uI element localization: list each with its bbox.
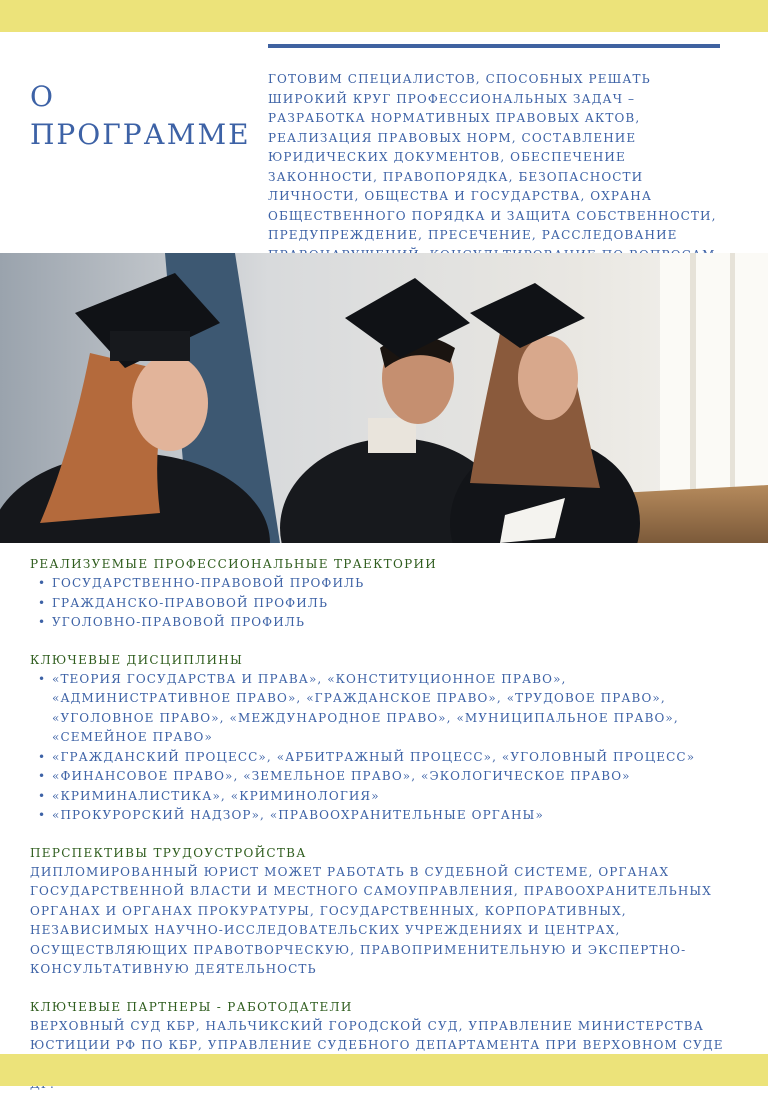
- disciplines-list: [30, 670, 730, 826]
- intro-paragraph: ГОТОВИМ СПЕЦИАЛИСТОВ, СПОСОБНЫХ РЕШАТЬ ШИРОКИЙ КРУГ ПРОФЕССИОНАЛЬНЫХ ЗАДАЧ – РАЗРАБОТКА НОРМАТИВНЫХ ПРАВОВЫХ АКТОВ, РЕАЛИЗАЦИЯ ПРАВОВЫХ НОРМ, СОСТАВЛЕНИЕ ЮРИДИЧЕСКИХ ДОКУМЕНТОВ, ОБЕСПЕЧЕНИЕ ЗАКОННОСТИ, ПРАВОПОРЯДКА, БЕЗОПАСНОСТИ ЛИЧНОСТИ, ОБЩЕСТВА И ГОСУДАРСТВА, ОХРАНА ОБЩЕСТВЕННОГО ПОРЯДКА И ЗАЩИТА СОБСТВЕННОСТИ, ПРЕДУПРЕЖДЕНИЕ, ПРЕСЕЧЕНИЕ, РАССЛЕДОВАНИЕ: [268, 72, 717, 242]
- disciplines-heading: КЛЮЧЕВЫЕ ДИСЦИПЛИНЫ: [30, 652, 244, 667]
- header-rule: [268, 44, 720, 48]
- top-yellow-band: [0, 0, 768, 32]
- list-item: • ГОСУДАРСТВЕННО-ПРАВОВОЙ ПРОФИЛЬ: [38, 574, 730, 594]
- trajectories-list: [30, 574, 730, 633]
- list-item: • «ГРАЖДАНСКИЙ ПРОЦЕСС», «АРБИТРАЖНЫЙ ПРОЦЕСС», «УГОЛОВНЫЙ ПРОЦЕСС»: [38, 748, 730, 768]
- page-title: [30, 78, 250, 154]
- list-item: • «КРИМИНАЛИСТИКА», «КРИМИНОЛОГИЯ»: [38, 787, 730, 807]
- trajectories-heading: РЕАЛИЗУЕМЫЕ ПРОФЕССИОНАЛЬНЫЕ ТРАЕКТОРИИ: [30, 557, 437, 571]
- employment-paragraph: ДИПЛОМИРОВАННЫЙ ЮРИСТ МОЖЕТ РАБОТАТЬ В СУДЕБНОЙ СИСТЕМЕ, ОРГАНАХ ГОСУДАРСТВЕННОЙ ВЛАСТИ И МЕСТНОГО САМОУПРАВЛЕНИЯ, ПРАВООХРАНИТЕЛЬНЫХ ОРГАНАХ И ОРГАНАХ ПРОКУРАТУРЫ, ГОСУДАРСТВЕННЫХ, КОРПОРАТИВНЫХ, НЕЗАВИСИМЫХ НАУЧНО-ИССЛЕДОВАТЕЛЬСКИХ УЧРЕЖДЕНИЯХ И ЦЕНТРАХ, ОСУЩЕСТВЛЯЮЩИХ ПРАВОТВОРЧЕСКУЮ, ПРАВОПРИМЕНИТЕЛЬНУЮ И ЭКСПЕРТНО-КОНСУЛЬТАТИВНУЮ ДЕЯТЕЛЬНОСТЬ: [30, 864, 712, 976]
- employment-heading: ПЕРСПЕКТИВЫ ТРУДОУСТРОЙСТВА: [30, 845, 307, 860]
- partners-paragraph: ВЕРХОВНЫЙ СУД КБР, НАЛЬЧИКСКИЙ ГОРОДСКОЙ СУД, УПРАВЛЕНИЕ МИНИСТЕРСТВА ЮСТИЦИИ РФ ПО КБР, УПРАВЛЕНИЕ СУДЕБНОГО ДЕПАРТАМЕНТА ПРИ ВЕРХОВНОМ СУДЕ: [30, 1018, 724, 1052]
- list-item: • ГРАЖДАНСКО-ПРАВОВОЙ ПРОФИЛЬ: [38, 594, 730, 614]
- page-title-line-1: О: [30, 80, 55, 113]
- bottom-yellow-band: [0, 1054, 768, 1086]
- list-item: • «ТЕОРИЯ ГОСУДАРСТВА И ПРАВА», «КОНСТИТУЦИОННОЕ ПРАВО», «АДМИНИСТРАТИВНОЕ ПРАВО», «ГРАЖДАНСКОЕ ПРАВО», «ТРУДОВОЕ ПРАВО», «УГОЛОВНОЕ ПРАВО», «МЕЖДУНАРОДНОЕ ПРАВО», «МУНИЦИПАЛЬНОЕ ПРАВО», «СЕМЕЙНОЕ ПРАВО»: [38, 670, 730, 748]
- graduates-photo: [0, 253, 768, 543]
- list-item: • «ПРОКУРОРСКИЙ НАДЗОР», «ПРАВООХРАНИТЕЛЬНЫЕ ОРГАНЫ»: [38, 806, 730, 826]
- list-item: • УГОЛОВНО-ПРАВОВОЙ ПРОФИЛЬ: [38, 613, 730, 633]
- list-item: • «ФИНАНСОВОЕ ПРАВО», «ЗЕМЕЛЬНОЕ ПРАВО», «ЭКОЛОГИЧЕСКОЕ ПРАВО»: [38, 767, 730, 787]
- partners-heading: КЛЮЧЕВЫЕ ПАРТНЕРЫ - РАБОТОДАТЕЛИ: [30, 999, 353, 1014]
- content-section: [30, 555, 730, 1095]
- page-title-line-2: ПРОГРАММЕ: [30, 118, 251, 151]
